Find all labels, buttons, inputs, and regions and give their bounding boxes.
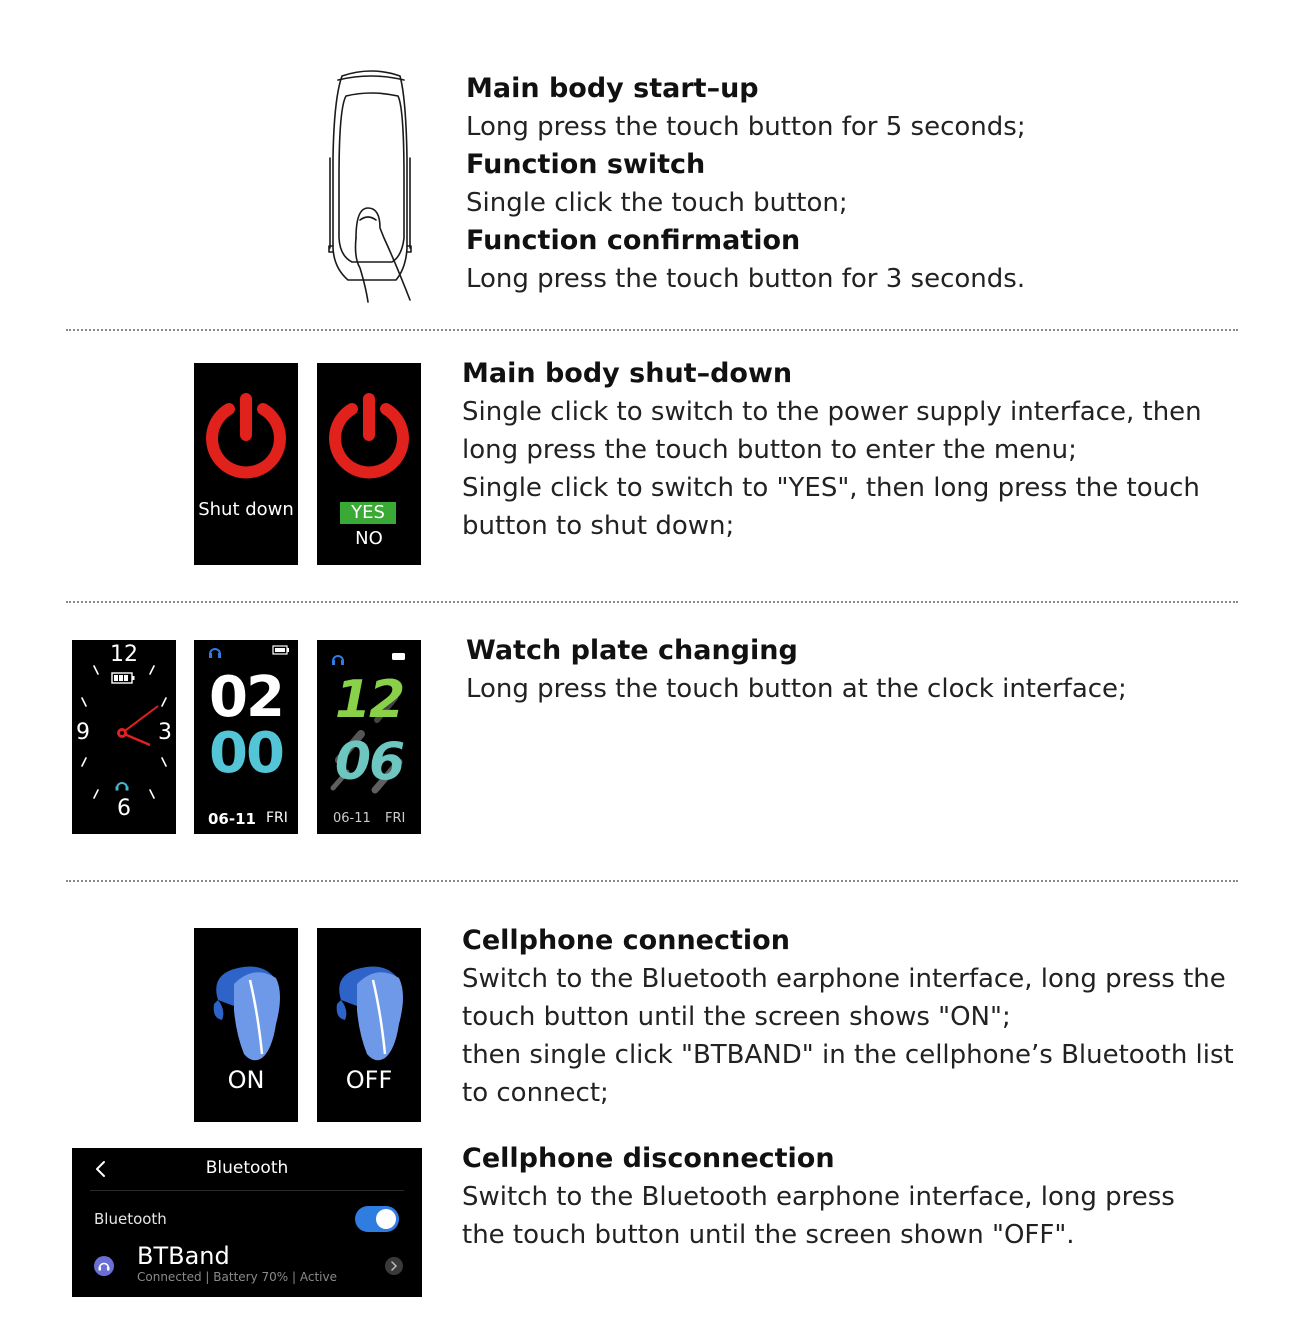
function-switch-title: Function switch (466, 149, 706, 180)
panel-header-title: Bluetooth (205, 1158, 289, 1178)
shutdown-desc-4: button to shut down; (462, 511, 735, 541)
power-icon (324, 391, 414, 481)
power-icon (201, 391, 291, 481)
analog-watch-face (72, 640, 176, 834)
device-detail-button[interactable] (385, 1257, 403, 1275)
band-touch-illustration (318, 68, 424, 304)
digital-hour: 12 (334, 670, 404, 730)
shutdown-label: Shut down (198, 499, 294, 520)
section-divider (66, 601, 1238, 603)
watch-plate-title: Watch plate changing (466, 635, 798, 666)
connection-desc-1: Switch to the Bluetooth earphone interface, long press the (462, 964, 1226, 994)
section-divider (66, 880, 1238, 882)
disconnection-desc-1: Switch to the Bluetooth earphone interface, long press (462, 1182, 1175, 1212)
bluetooth-toggle[interactable] (355, 1206, 399, 1232)
shutdown-title: Main body shut–down (462, 358, 793, 389)
cellphone-connection-title: Cellphone connection (462, 925, 790, 956)
shutdown-desc-3: Single click to switch to "YES", then long press the touch (462, 473, 1200, 503)
off-label: OFF (345, 1066, 393, 1094)
connection-desc-4: to connect; (462, 1078, 609, 1108)
headset-icon (208, 645, 222, 659)
bluetooth-on-screen (194, 928, 298, 1122)
connection-desc-2: touch button until the screen shows "ON"; (462, 1002, 1011, 1032)
device-name[interactable]: BTBand (137, 1242, 230, 1270)
clock-number-9: 9 (76, 720, 90, 745)
clock-number-6: 6 (117, 796, 131, 821)
function-confirm-desc: Long press the touch button for 3 seconds. (466, 264, 1026, 294)
section-divider (66, 329, 1238, 331)
disconnection-desc-2: the touch button until the screen shown "OFF". (462, 1220, 1075, 1250)
digital-watch-face-1 (194, 640, 298, 834)
toggle-knob (376, 1209, 396, 1229)
bluetooth-off-screen (317, 928, 421, 1122)
earphone-icon (327, 954, 411, 1066)
chevron-right-icon (390, 1261, 398, 1271)
digital-day: FRI (385, 811, 406, 826)
digital-day: FRI (266, 810, 288, 826)
connection-desc-3: then single click "BTBAND" in the cellphone’s Bluetooth list (462, 1040, 1234, 1070)
device-status: Connected | Battery 70% | Active (137, 1270, 337, 1284)
shutdown-confirm-screen (317, 363, 421, 565)
battery-icon (272, 645, 290, 655)
cellphone-disconnection-title: Cellphone disconnection (462, 1143, 835, 1174)
clock-number-12: 12 (110, 642, 138, 667)
watch-plate-desc: Long press the touch button at the clock interface; (466, 674, 1127, 704)
earphone-icon (204, 954, 288, 1066)
clock-number-3: 3 (158, 720, 172, 745)
digital-minute: 06 (334, 732, 404, 792)
shutdown-desc-2: long press the touch button to enter the menu; (462, 435, 1077, 465)
shutdown-desc-1: Single click to switch to the power supply interface, then (462, 397, 1202, 427)
digital-hour: 02 (209, 665, 283, 730)
digital-watch-face-2 (317, 640, 421, 834)
panel-divider (90, 1190, 404, 1191)
bluetooth-toggle-label: Bluetooth (94, 1210, 167, 1228)
shutdown-screen (194, 363, 298, 565)
on-label: ON (227, 1066, 265, 1094)
digital-date: 06-11 (333, 811, 371, 826)
startup-title: Main body start–up (466, 73, 759, 104)
headset-icon (94, 1256, 114, 1276)
no-option: NO (355, 528, 383, 549)
digital-minute: 00 (209, 721, 283, 786)
bluetooth-settings-panel (72, 1148, 422, 1297)
digital-date: 06-11 (208, 810, 256, 828)
startup-desc: Long press the touch button for 5 seconds; (466, 112, 1026, 142)
function-confirm-title: Function confirmation (466, 225, 801, 256)
function-switch-desc: Single click the touch button; (466, 188, 848, 218)
yes-option: YES (340, 502, 396, 524)
